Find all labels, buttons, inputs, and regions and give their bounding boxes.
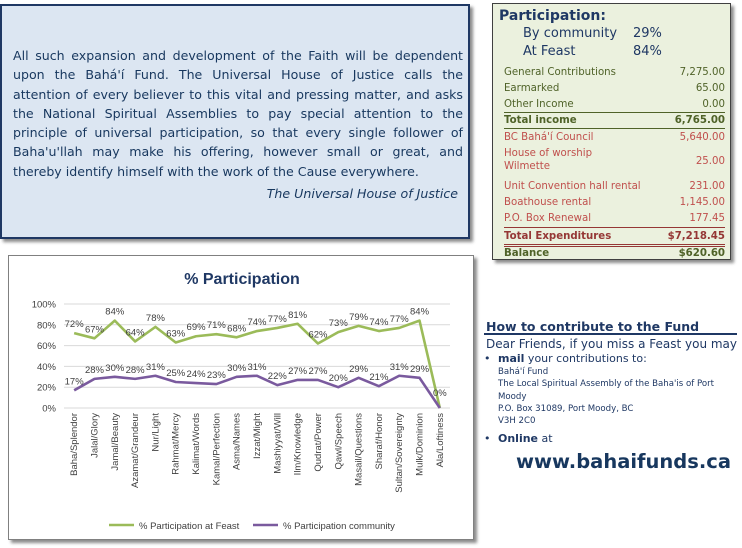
contribute-title: How to contribute to the Fund	[486, 319, 700, 334]
x-tick-label: Nur/Light	[150, 413, 162, 452]
expense-value: 25.00	[695, 156, 725, 167]
y-tick-label: 40%	[36, 361, 56, 373]
x-tick-label: Jalal/Glory	[89, 413, 101, 458]
y-tick-label: 100%	[31, 299, 56, 311]
feast-data-label: 74%	[247, 317, 267, 329]
feast-data-label: 77%	[389, 313, 409, 325]
quote-text: All such expansion and development of the Faith will be dependent upon the Bahá'í Fund. The Universal House of Justice calls the attention of every believer to this vital and pressing matter, and asks the National Spiritual Assemblies to pay special attention to the principle of universal participation, so that every single follower of Baha'u'llah may make his offering, however small or great, and thereby identify himself with the work of the Cause everywhere.	[13, 48, 463, 179]
address-line: V3H 2C0	[498, 416, 536, 427]
income-label: Other Income	[504, 99, 574, 110]
participation-community-row	[523, 26, 673, 41]
feast-data-label: 72%	[64, 319, 84, 331]
feast-data-label: 79%	[349, 311, 369, 323]
address-line: The Local Spiritual Assembly of the Baha'is of Port Moody	[498, 379, 715, 402]
x-tick-label: Azamat/Grandeur	[130, 413, 142, 488]
community-data-label: 17%	[64, 376, 84, 388]
feast-data-label: 68%	[227, 323, 247, 335]
community-data-label: 25%	[166, 368, 186, 379]
income-label: General Contributions	[504, 67, 616, 78]
expense-value: 177.45	[689, 213, 725, 224]
feast-data-label: 63%	[166, 328, 186, 340]
contribute-intro: Dear Friends, if you miss a Feast you may	[486, 337, 738, 351]
feast-data-label: 64%	[125, 327, 145, 339]
income-value: 65.00	[695, 83, 725, 94]
total-income-label: Total income	[504, 115, 577, 126]
expense-label: P.O. Box Renewal	[504, 213, 592, 224]
legend-community-label: % Participation community	[283, 521, 395, 532]
expense-value: 231.00	[689, 181, 725, 192]
community-data-label: 22%	[267, 371, 287, 383]
quote-attribution: The Universal House of Justice	[266, 186, 458, 201]
feast-data-label: 84%	[105, 306, 125, 318]
expense-value: 5,640.00	[679, 132, 725, 143]
address-line: P.O. Box 31089, Port Moody, BC	[498, 403, 634, 414]
total-expenditures-label: Total Expenditures	[504, 231, 612, 242]
expense-label: BC Bahá'í Council	[504, 132, 594, 143]
expense-label: Boathouse rental	[504, 197, 592, 208]
online-instruction	[498, 432, 553, 445]
income-value: 7,275.00	[679, 67, 725, 78]
divider	[504, 227, 725, 228]
expense-label: Unit Convention hall rental	[504, 181, 641, 192]
total-income-value: 6,765.00	[674, 115, 725, 126]
feast-data-label: 73%	[328, 318, 348, 330]
legend-feast-label: % Participation at Feast	[139, 521, 240, 532]
community-data-label: 31%	[389, 361, 409, 373]
x-tick-label: Masail/Questions	[353, 413, 365, 486]
expense-label: House of worship Wilmette	[504, 148, 593, 172]
x-tick-label: Qawl/Speech	[333, 413, 345, 470]
divider	[504, 112, 725, 113]
community-data-label: 30%	[105, 362, 125, 374]
x-tick-label: Asma/Names	[231, 413, 243, 471]
chart-legend	[109, 521, 395, 532]
x-tick-label: Ala/Loftiness	[434, 413, 446, 468]
community-data-label: 27%	[288, 365, 308, 377]
chart-x-axis	[69, 413, 446, 493]
feast-data-label: 84%	[410, 306, 430, 318]
feast-data-label: 74%	[369, 317, 389, 329]
x-tick-label: Mashiyyat/Will	[272, 413, 284, 474]
address-line: Bahá'í Fund	[498, 367, 549, 377]
y-tick-label: 80%	[36, 320, 56, 332]
x-tick-label: Rahmat/Mercy	[170, 413, 182, 475]
community-data-label: 27%	[308, 365, 328, 377]
expense-value: 1,145.00	[679, 197, 725, 208]
feast-data-label: 0%	[432, 388, 447, 399]
feast-data-label: 81%	[288, 309, 308, 321]
divider	[484, 333, 737, 335]
participation-value: 84%	[633, 44, 662, 59]
chart-y-axis	[32, 300, 57, 415]
community-data-label: 31%	[145, 361, 165, 373]
community-data-label: 24%	[186, 369, 206, 381]
feast-data-label: 69%	[186, 322, 206, 334]
x-tick-label: Ilm/Knowledge	[292, 413, 304, 476]
chart-title: % Participation	[184, 271, 300, 288]
feast-data-label: 71%	[206, 320, 226, 332]
community-data-label: 28%	[84, 364, 104, 376]
x-tick-label: Kalimat/Words	[191, 413, 203, 475]
divider	[504, 128, 725, 129]
mail-label: mail	[498, 352, 525, 365]
financial-summary-panel	[492, 3, 731, 260]
quote-panel	[0, 4, 470, 239]
online-text: at	[538, 432, 553, 445]
feast-data-label: 62%	[308, 329, 328, 341]
y-tick-label: 60%	[36, 341, 56, 353]
community-data-label: 28%	[125, 364, 145, 376]
participation-title: Participation:	[499, 8, 606, 24]
community-data-label: 20%	[328, 373, 348, 385]
feast-data-label: 78%	[145, 312, 165, 324]
income-value: 0.00	[702, 99, 725, 110]
community-data-label: 31%	[247, 361, 267, 373]
x-tick-label: Qudrat/Power	[312, 413, 324, 472]
community-data-label: 29%	[349, 363, 369, 375]
community-data-label: 21%	[369, 372, 389, 384]
x-tick-label: Izzat/Might	[252, 413, 263, 459]
y-tick-label: 20%	[36, 382, 56, 394]
website-link[interactable]: www.bahaifunds.ca	[516, 450, 731, 473]
online-label: Online	[498, 432, 539, 445]
participation-label: At Feast	[523, 44, 576, 59]
y-tick-label: 0%	[42, 403, 56, 415]
x-tick-label: Jamal/Beauty	[109, 413, 121, 471]
balance-value: $620.60	[678, 248, 725, 259]
x-tick-label: Mulk/Dominion	[414, 413, 426, 476]
mailing-address	[498, 366, 718, 427]
x-tick-label: Baha/Splendor	[69, 413, 81, 476]
total-expenditures-value: $7,218.45	[667, 231, 725, 242]
feast-data-label: 67%	[84, 324, 104, 336]
community-data-label: 23%	[206, 370, 226, 382]
feast-data-label: 77%	[267, 313, 287, 325]
community-data-label: 30%	[227, 362, 247, 374]
x-tick-label: Sharaf/Honor	[373, 413, 385, 470]
mail-instruction	[498, 352, 647, 365]
community-data-label: 29%	[410, 363, 430, 375]
bullet-icon: •	[484, 352, 491, 365]
x-tick-label: Sultan/Sovereignty	[394, 413, 406, 493]
chart-canvas	[9, 256, 475, 541]
income-label: Earmarked	[504, 83, 560, 94]
bullet-icon: •	[484, 432, 491, 445]
participation-chart	[8, 255, 474, 540]
mail-text: your contributions to:	[524, 352, 647, 365]
chart-series	[65, 307, 448, 408]
participation-value: 29%	[633, 26, 662, 41]
balance-label: Balance	[504, 248, 550, 259]
participation-feast-row	[523, 44, 673, 59]
participation-label: By community	[523, 26, 618, 41]
x-tick-label: Kamal/Perfection	[211, 413, 223, 486]
